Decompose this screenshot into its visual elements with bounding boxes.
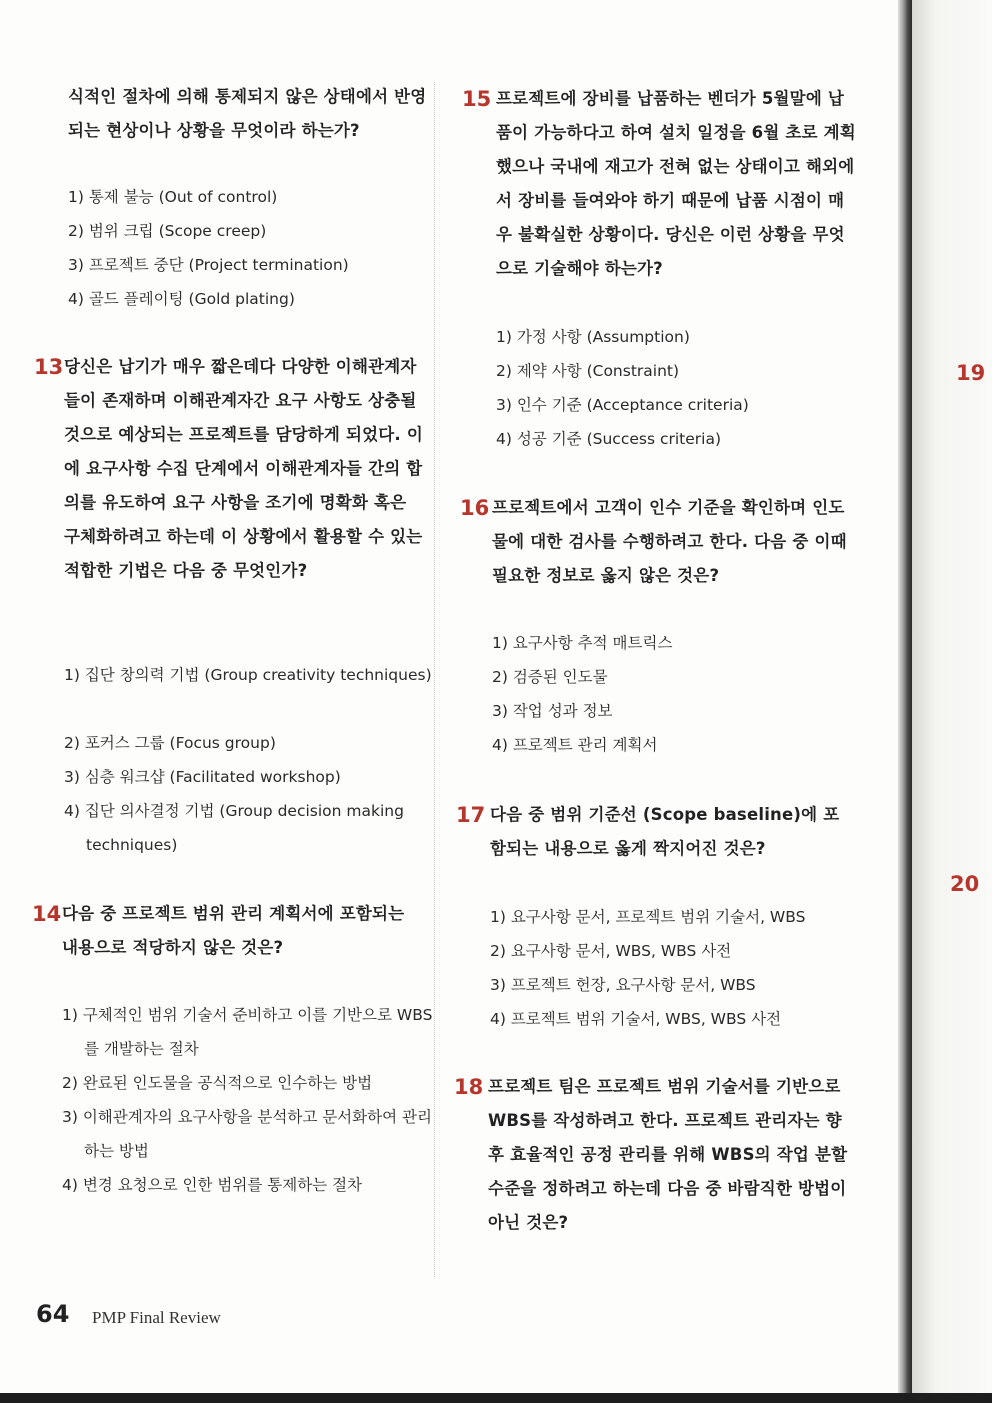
continued-option-3: 3) 프로젝트 중단 (Project termination) — [68, 256, 349, 274]
question-17-number: 17 — [456, 803, 486, 827]
continued-option-2: 2) 범위 크립 (Scope creep) — [68, 222, 267, 240]
question-17-option-1: 1) 요구사항 문서, 프로젝트 범위 기술서, WBS — [490, 908, 806, 926]
continued-option-4: 4) 골드 플레이팅 (Gold plating) — [68, 290, 295, 308]
question-13-number: 13 — [34, 355, 64, 379]
question-16-option-1: 1) 요구사항 추적 매트릭스 — [492, 634, 673, 652]
question-13-text: 당신은 납기가 매우 짧은데다 다양한 이해관계자들이 존재하며 이해관계자간 요구 사항도 상충될 것으로 예상되는 프로젝트를 담당하게 되었다. 이에 요구사항 수집 단계에서 이해관계자들 간의 합의를 유도하여 요구 사항을 조기에 명확화 혹은 구체화하려고 하는데 이 상황에서 활용할 수 있는 적합한 기법은 다음 중 무엇인가? — [64, 357, 423, 580]
question-14-option-2: 2) 완료된 인도물을 공식적으로 인수하는 방법 — [62, 1074, 373, 1092]
question-15-option-1: 1) 가정 사항 (Assumption) — [496, 328, 690, 346]
question-14-text: 다음 중 프로젝트 범위 관리 계획서에 포함되는 내용으로 적당하지 않은 것은? — [62, 904, 405, 957]
question-16-text: 프로젝트에서 고객이 인수 기준을 확인하며 인도물에 대한 검사를 수행하려고 한다. 다음 중 이때 필요한 정보로 옳지 않은 것은? — [492, 498, 847, 585]
question-16-option-3: 3) 작업 성과 정보 — [492, 702, 613, 720]
book-spine — [898, 0, 912, 1403]
question-13-option-2: 2) 포커스 그룹 (Focus group) — [64, 734, 276, 752]
question-17-option-2: 2) 요구사항 문서, WBS, WBS 사전 — [490, 942, 732, 960]
page-number: 64 — [36, 1300, 70, 1328]
question-15-text: 프로젝트에 장비를 납품하는 벤더가 5월말에 납품이 가능하다고 하여 설치 일정을 6월 초로 계획했으나 국내에 재고가 전혀 없는 상태이고 해외에서 장비를 들여와야 하기 때문에 납품 시점이 매우 불확실한 상황이다. 당신은 이런 상황을 무엇으로 기술해야 하는가? — [496, 89, 856, 278]
question-14-number: 14 — [32, 902, 62, 926]
question-13-option-3: 3) 심층 워크샵 (Facilitated workshop) — [64, 768, 341, 786]
question-13-option-4: 4) 집단 의사결정 기법 (Group decision making techniques) — [64, 802, 404, 854]
question-15-number: 15 — [462, 87, 492, 111]
question-14-option-4: 4) 변경 요청으로 인한 범위를 통제하는 절차 — [62, 1176, 363, 1194]
question-17-option-3: 3) 프로젝트 헌장, 요구사항 문서, WBS — [490, 976, 756, 994]
question-17-text: 다음 중 범위 기준선 (Scope baseline)에 포함되는 내용으로 옳게 짝지어진 것은? — [490, 805, 840, 858]
scan-edge — [0, 1393, 992, 1403]
question-13-option-1: 1) 집단 창의력 기법 (Group creativity techniques) — [64, 666, 432, 684]
question-14-option-1: 1) 구체적인 범위 기술서 준비하고 이를 기반으로 WBS를 개발하는 절차 — [62, 1006, 433, 1058]
question-14-option-3: 3) 이해관계자의 요구사항을 분석하고 문서화하여 관리하는 방법 — [62, 1108, 432, 1160]
book-title: PMP Final Review — [92, 1308, 221, 1327]
question-15-option-4: 4) 성공 기준 (Success criteria) — [496, 430, 721, 448]
continued-question-text: 식적인 절차에 의해 통제되지 않은 상태에서 반영되는 현상이나 상황을 무엇이라 하는가? — [68, 87, 427, 140]
question-16-number: 16 — [460, 496, 490, 520]
question-16-option-4: 4) 프로젝트 관리 계획서 — [492, 736, 658, 754]
facing-page — [912, 0, 992, 1403]
question-15-option-3: 3) 인수 기준 (Acceptance criteria) — [496, 396, 749, 414]
question-15-option-2: 2) 제약 사항 (Constraint) — [496, 362, 680, 380]
next-page-question-19-number: 19 — [956, 361, 986, 385]
continued-option-1: 1) 통제 불능 (Out of control) — [68, 188, 278, 206]
question-18-number: 18 — [454, 1075, 484, 1099]
question-17-option-4: 4) 프로젝트 범위 기술서, WBS, WBS 사전 — [490, 1010, 782, 1028]
question-18-text: 프로젝트 팀은 프로젝트 범위 기술서를 기반으로 WBS를 작성하려고 한다. 프로젝트 관리자는 향후 효율적인 공정 관리를 위해 WBS의 작업 분할 수준을 정하려고 하는데 다음 중 바람직한 방법이 아닌 것은? — [488, 1077, 848, 1232]
next-page-question-20-number: 20 — [950, 872, 980, 896]
question-16-option-2: 2) 검증된 인도물 — [492, 668, 608, 686]
